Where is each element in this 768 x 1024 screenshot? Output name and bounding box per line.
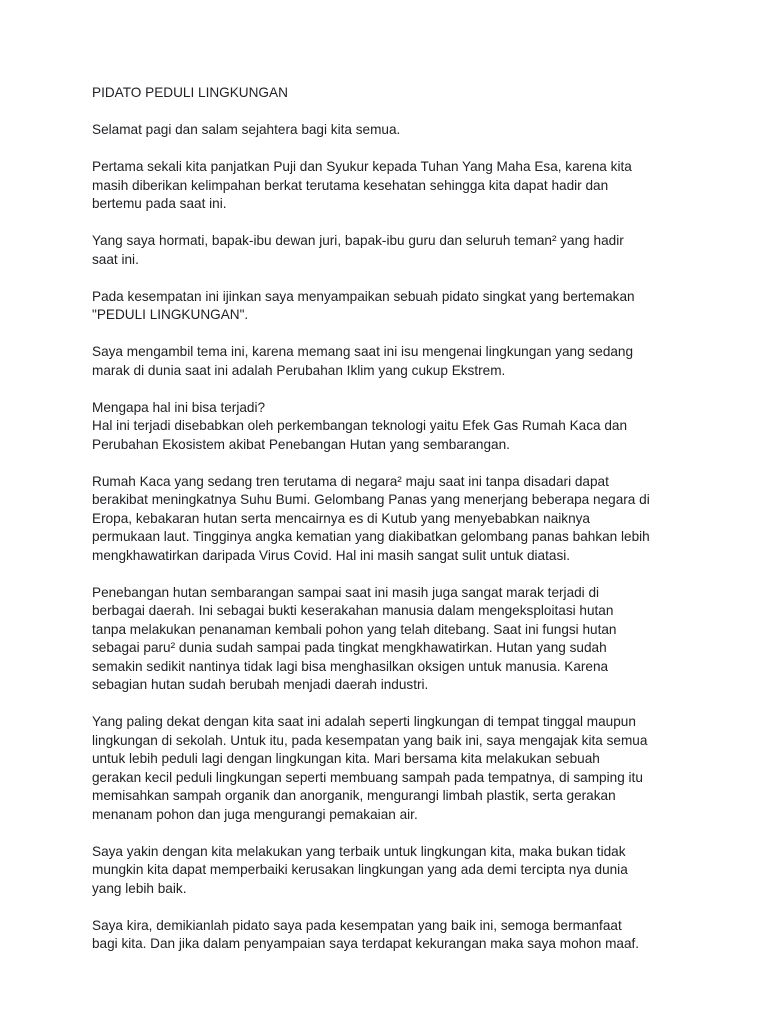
paragraph-line: Saya yakin dengan kita melakukan yang terbaik untuk lingkungan kita, maka bukan tidak — [92, 843, 626, 859]
paragraph — [92, 399, 682, 418]
paragraph-line: menanam pohon dan juga mengurangi pemakaian air. — [92, 806, 418, 822]
paragraph — [92, 343, 682, 380]
paragraph-line: Mengapa hal ini bisa terjadi? — [92, 399, 266, 415]
paragraph — [92, 917, 682, 954]
paragraph-line: permukaan laut. Tingginya angka kematian yang diakibatkan gelombang panas bahkan lebih — [92, 529, 650, 544]
document-body — [92, 84, 682, 972]
paragraph-list — [92, 121, 682, 954]
paragraph-line: Yang saya hormati, bapak-ibu dewan juri, bapak-ibu guru dan seluruh teman² yang hadir — [92, 233, 624, 248]
paragraph — [92, 713, 682, 824]
paragraph-line: berbagai daerah. Ini sebagai bukti keserakahan manusia dalam mengeksploitasi hutan — [92, 603, 614, 618]
paragraph-line: berakibat meningkatnya Suhu Bumi. Gelombang Panas yang menerjang beberapa negara di — [92, 492, 650, 507]
paragraph — [92, 473, 682, 566]
paragraph-line: sebagian hutan sudah berubah menjadi daerah industri. — [92, 677, 429, 692]
paragraph-line: Hal ini terjadi disebabkan oleh perkembangan teknologi yaitu Efek Gas Rumah Kaca dan — [92, 418, 628, 433]
document-title: PIDATO PEDULI LINGKUNGAN — [92, 85, 288, 100]
paragraph-line: mungkin kita dapat memperbaiki kerusakan lingkungan yang ada demi tercipta nya dunia — [92, 862, 628, 877]
paragraph-line: Eropa, kebakaran hutan serta mencairnya es di Kutub yang menyebabkan naiknya — [92, 510, 590, 526]
paragraph-line: sebagai paru² dunia sudah sampai pada tingkat mengkhawatirkan. Hutan yang sudah — [92, 640, 607, 655]
paragraph-line: semakin sedikit nantinya tidak lagi bisa menghasilkan oksigen untuk manusia. Karena — [92, 658, 609, 674]
paragraph-line: untuk lebih peduli lagi dengan lingkungan kita. Mari bersama kita melakukan sebuah — [92, 751, 600, 766]
paragraph-line: bagi kita. Dan jika dalam penyampaian saya terdapat kekurangan maka saya mohon maaf. — [92, 936, 640, 951]
paragraph-line: Pada kesempatan ini ijinkan saya menyampaikan sebuah pidato singkat yang bertemakan — [92, 288, 635, 304]
paragraph-line: gerakan kecil peduli lingkungan seperti membuang sampah pada tempatnya, di samping itu — [92, 769, 643, 785]
paragraph-line: Pertama sekali kita panjatkan Puji dan Syukur kepada Tuhan Yang Maha Esa, karena kita — [92, 159, 632, 174]
paragraph — [92, 584, 682, 695]
paragraph-line: memisahkan sampah organik dan anorganik, mengurangi limbah plastik, serta gerakan — [92, 788, 616, 803]
paragraph — [92, 288, 682, 325]
paragraph-line: Selamat pagi dan salam sejahtera bagi kita semua. — [92, 122, 401, 137]
paragraph-line: "PEDULI LINGKUNGAN". — [92, 307, 249, 322]
paragraph-line: Saya mengambil tema ini, karena memang saat ini isu mengenai lingkungan yang sedang — [92, 344, 634, 359]
paragraph — [92, 232, 682, 269]
paragraph — [92, 417, 682, 454]
paragraph-line: Saya kira, demikianlah pidato saya pada kesempatan yang baik ini, semoga bermanfaat — [92, 917, 622, 933]
paragraph-line: bertemu pada saat ini. — [92, 196, 227, 211]
paragraph-line: Rumah Kaca yang sedang tren terutama di negara² maju saat ini tanpa disadari dapat — [92, 473, 609, 489]
paragraph-line: yang lebih baik. — [92, 880, 187, 896]
paragraph-line: saat ini. — [92, 251, 139, 267]
paragraph-line: lingkungan di sekolah. Untuk itu, pada kesempatan yang baik ini, saya mengajak kita semua — [92, 732, 648, 748]
paragraph — [92, 158, 682, 214]
paragraph-line: Penebangan hutan sembarangan sampai saat ini masih juga sangat marak terjadi di — [92, 584, 600, 600]
paragraph-line: marak di dunia saat ini adalah Perubahan Iklim yang cukup Ekstrem. — [92, 362, 506, 378]
paragraph — [92, 843, 682, 899]
paragraph-line: masih diberikan kelimpahan berkat terutama kesehatan sehingga kita dapat hadir dan — [92, 177, 609, 193]
paragraph-line: mengkhawatirkan daripada Virus Covid. Hal ini masih sangat sulit untuk diatasi. — [92, 547, 571, 563]
paragraph-line: tanpa melakukan penanaman kembali pohon yang telah ditebang. Saat ini fungsi hutan — [92, 621, 617, 637]
paragraph-line: Yang paling dekat dengan kita saat ini adalah seperti lingkungan di tempat tinggal maupun — [92, 714, 636, 729]
paragraph — [92, 121, 682, 140]
paragraph-line: Perubahan Ekosistem akibat Penebangan Hutan yang sembarangan. — [92, 436, 510, 452]
